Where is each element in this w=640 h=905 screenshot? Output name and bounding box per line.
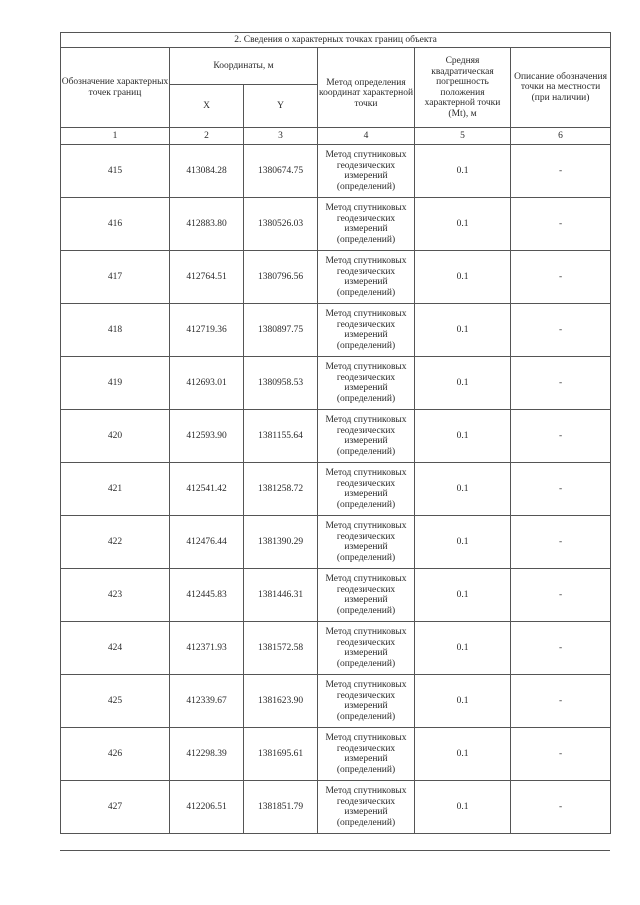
cell-description: - (511, 569, 611, 622)
header-designation: Обозначение характерных точек границ (61, 48, 170, 128)
cell-method: Метод спутниковых геодезических измерений (определений) (318, 569, 415, 622)
cell-description: - (511, 304, 611, 357)
column-number-3: 3 (244, 128, 318, 145)
cell-error: 0.1 (415, 410, 511, 463)
cell-description: - (511, 781, 611, 834)
cell-description: - (511, 728, 611, 781)
cell-point-number: 417 (61, 251, 170, 304)
cell-x-coordinate: 412693.01 (170, 357, 244, 410)
header-method: Метод определения координат характерной точки (318, 48, 415, 128)
cell-error: 0.1 (415, 357, 511, 410)
cell-x-coordinate: 412764.51 (170, 251, 244, 304)
cell-y-coordinate: 1380897.75 (244, 304, 318, 357)
header-y: Y (244, 85, 318, 128)
table-row (61, 198, 611, 251)
cell-point-number: 419 (61, 357, 170, 410)
cell-method: Метод спутниковых геодезических измерений (определений) (318, 728, 415, 781)
cell-method: Метод спутниковых геодезических измерений (определений) (318, 516, 415, 569)
cell-error: 0.1 (415, 251, 511, 304)
cell-y-coordinate: 1381155.64 (244, 410, 318, 463)
cell-error: 0.1 (415, 569, 511, 622)
cell-error: 0.1 (415, 675, 511, 728)
table-row (61, 251, 611, 304)
boundary-points-table (60, 32, 611, 834)
cell-point-number: 422 (61, 516, 170, 569)
cell-y-coordinate: 1380796.56 (244, 251, 318, 304)
cell-x-coordinate: 412541.42 (170, 463, 244, 516)
table-row (61, 728, 611, 781)
cell-method: Метод спутниковых геодезических измерений (определений) (318, 463, 415, 516)
cell-x-coordinate: 412298.39 (170, 728, 244, 781)
cell-error: 0.1 (415, 304, 511, 357)
table-row (61, 304, 611, 357)
cell-y-coordinate: 1380958.53 (244, 357, 318, 410)
cell-x-coordinate: 413084.28 (170, 145, 244, 198)
cell-y-coordinate: 1380674.75 (244, 145, 318, 198)
cell-x-coordinate: 412445.83 (170, 569, 244, 622)
cell-description: - (511, 410, 611, 463)
cell-point-number: 424 (61, 622, 170, 675)
cell-method: Метод спутниковых геодезических измерений (определений) (318, 145, 415, 198)
cell-x-coordinate: 412719.36 (170, 304, 244, 357)
table-row (61, 569, 611, 622)
table-row (61, 675, 611, 728)
cell-description: - (511, 463, 611, 516)
header-description: Описание обозначения точки на местности (при наличии) (511, 48, 611, 128)
cell-error: 0.1 (415, 463, 511, 516)
header-error: Средняя квадратическая погрешность положения характерной точки (Mt), м (415, 48, 511, 128)
cell-point-number: 421 (61, 463, 170, 516)
column-number-4: 4 (318, 128, 415, 145)
cell-description: - (511, 198, 611, 251)
cell-x-coordinate: 412206.51 (170, 781, 244, 834)
cell-method: Метод спутниковых геодезических измерений (определений) (318, 675, 415, 728)
cell-point-number: 425 (61, 675, 170, 728)
cell-point-number: 415 (61, 145, 170, 198)
table-row (61, 145, 611, 198)
cell-description: - (511, 622, 611, 675)
cell-y-coordinate: 1381623.90 (244, 675, 318, 728)
cell-description: - (511, 145, 611, 198)
column-number-5: 5 (415, 128, 511, 145)
table-row (61, 463, 611, 516)
table-row (61, 410, 611, 463)
cell-point-number: 418 (61, 304, 170, 357)
cell-error: 0.1 (415, 728, 511, 781)
column-number-1: 1 (61, 128, 170, 145)
table-row (61, 622, 611, 675)
cell-description: - (511, 251, 611, 304)
column-number-6: 6 (511, 128, 611, 145)
cell-description: - (511, 357, 611, 410)
cell-y-coordinate: 1381695.61 (244, 728, 318, 781)
cell-method: Метод спутниковых геодезических измерений (определений) (318, 304, 415, 357)
cell-x-coordinate: 412883.80 (170, 198, 244, 251)
cell-error: 0.1 (415, 622, 511, 675)
cell-y-coordinate: 1381390.29 (244, 516, 318, 569)
cell-method: Метод спутниковых геодезических измерений (определений) (318, 251, 415, 304)
cell-method: Метод спутниковых геодезических измерений (определений) (318, 781, 415, 834)
cell-x-coordinate: 412476.44 (170, 516, 244, 569)
cell-description: - (511, 675, 611, 728)
cell-method: Метод спутниковых геодезических измерений (определений) (318, 198, 415, 251)
cell-y-coordinate: 1381258.72 (244, 463, 318, 516)
cell-y-coordinate: 1380526.03 (244, 198, 318, 251)
cell-x-coordinate: 412371.93 (170, 622, 244, 675)
cell-point-number: 426 (61, 728, 170, 781)
cell-point-number: 427 (61, 781, 170, 834)
table-row (61, 781, 611, 834)
cell-method: Метод спутниковых геодезических измерений (определений) (318, 410, 415, 463)
cell-y-coordinate: 1381572.58 (244, 622, 318, 675)
table-body (61, 145, 611, 834)
header-coordinates: Координаты, м (170, 48, 318, 85)
column-number-2: 2 (170, 128, 244, 145)
cell-x-coordinate: 412339.67 (170, 675, 244, 728)
cell-point-number: 416 (61, 198, 170, 251)
cell-method: Метод спутниковых геодезических измерений (определений) (318, 357, 415, 410)
table-row (61, 357, 611, 410)
header-x: X (170, 85, 244, 128)
cell-error: 0.1 (415, 145, 511, 198)
cell-y-coordinate: 1381446.31 (244, 569, 318, 622)
bottom-rule (60, 850, 610, 851)
cell-x-coordinate: 412593.90 (170, 410, 244, 463)
cell-error: 0.1 (415, 198, 511, 251)
boundary-points-sheet (60, 32, 610, 834)
cell-error: 0.1 (415, 781, 511, 834)
section-title: 2. Сведения о характерных точках границ объекта (61, 33, 611, 48)
cell-y-coordinate: 1381851.79 (244, 781, 318, 834)
cell-error: 0.1 (415, 516, 511, 569)
cell-point-number: 423 (61, 569, 170, 622)
cell-point-number: 420 (61, 410, 170, 463)
cell-description: - (511, 516, 611, 569)
table-row (61, 516, 611, 569)
cell-method: Метод спутниковых геодезических измерений (определений) (318, 622, 415, 675)
